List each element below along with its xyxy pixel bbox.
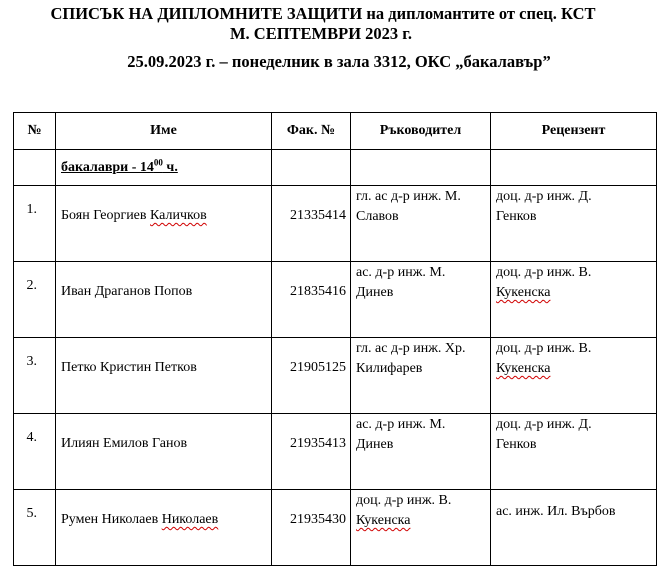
row-number: 2. [14,262,56,338]
section-label: бакалаври - $14^{00}$ ч. [56,150,272,186]
faculty-number: 21935430 [272,490,351,566]
faculty-number: 21905125 [272,338,351,414]
student-name: Петко Кристин Петков [56,338,272,414]
col-header-supervisor: Ръководител [351,113,491,150]
table-row [14,490,657,566]
supervisor: ас. д-р инж. М. Динев [351,414,491,490]
row-number: 1. [14,186,56,262]
student-name: Иван Драганов Попов [56,262,272,338]
row-number: 4. [14,414,56,490]
faculty-number: 21835416 [272,262,351,338]
faculty-number: 21335414 [272,186,351,262]
student-name: Румен Николаев Николаев [56,490,272,566]
col-header-faculty-number: Фак. № [272,113,351,150]
table-row [14,338,657,414]
col-header-reviewer: Рецензент [491,113,657,150]
faculty-number: 21935413 [272,414,351,490]
defenses-table [13,112,657,566]
document-subtitle: М. СЕПТЕМВРИ 2023 г. [229,24,413,43]
reviewer: доц. д-р инж. В. Кукенска [491,262,657,338]
table-row [14,186,657,262]
reviewer: ас. инж. Ил. Върбов [491,490,657,566]
row-number: 5. [14,490,56,566]
col-header-number: № [14,113,56,150]
supervisor: ас. д-р инж. М. Динев [351,262,491,338]
reviewer: доц. д-р инж. Д. Генков [491,186,657,262]
student-name: Илиян Емилов Ганов [56,414,272,490]
reviewer: доц. д-р инж. В. Кукенска [491,338,657,414]
col-header-name: Име [56,113,272,150]
supervisor: гл. ас д-р инж. М. Славов [351,186,491,262]
table-row [14,414,657,490]
supervisor: доц. д-р инж. В. Кукенска [351,490,491,566]
supervisor: гл. ас д-р инж. Хр. Килифарев [351,338,491,414]
table-header-row [14,113,657,150]
section-row [14,150,657,186]
session-date-line: 25.09.2023 г. – понеделник в зала 3312, ОКС „бакалавър” [127,52,551,71]
row-number: 3. [14,338,56,414]
document-title: СПИСЪК НА ДИПЛОМНИТЕ ЗАЩИТИ на дипломантите от спец. КСТ [50,4,596,23]
reviewer: доц. д-р инж. Д. Генков [491,414,657,490]
student-name: Боян Георгиев Каличков [56,186,272,262]
table-row [14,262,657,338]
